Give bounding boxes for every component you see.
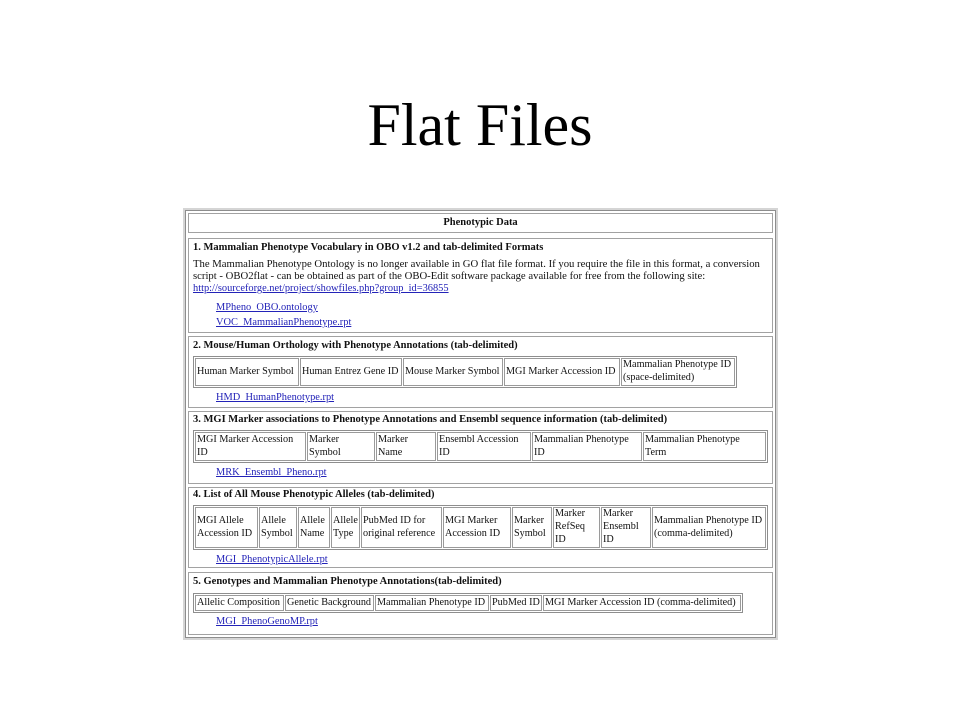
columns-table	[193, 430, 768, 463]
column-header-mgi-marker-accession-id	[443, 507, 511, 548]
column-header-text: Ensembl Accession	[439, 433, 519, 445]
section-vocabulary	[188, 238, 773, 333]
column-header-text: MGI Allele	[197, 514, 244, 526]
column-header-text: (space-delimited)	[623, 372, 695, 383]
section-orthology	[188, 336, 773, 408]
column-header-text: Accession ID	[445, 527, 501, 539]
column-header-marker-symbol	[307, 432, 375, 461]
column-header-genetic-background	[285, 595, 374, 611]
column-header-pubmed-id	[361, 507, 442, 548]
columns-table	[193, 505, 768, 550]
column-header-text: ID	[534, 446, 545, 458]
column-header-mammalian-phenotype-id	[375, 595, 489, 611]
column-header-text: Mammalian Phenotype	[645, 433, 740, 445]
column-header-mgi-marker-accession-id	[543, 595, 741, 611]
column-header-human-entrez-gene-id	[300, 358, 402, 386]
columns-table	[193, 593, 743, 613]
description-line: script - OBO2flat - can be obtained as part of the OBO-Edit software package available for free from the following site:	[193, 270, 706, 282]
column-header-allele-type	[331, 507, 360, 548]
column-header-text: Ensembl	[603, 521, 639, 533]
column-header-text: original reference	[363, 527, 436, 539]
column-header-mgi-allele-accession-id	[195, 507, 258, 548]
column-header-text: Allelic Composition	[197, 596, 280, 608]
column-header-text: MGI Marker Accession	[197, 433, 294, 445]
column-header-marker-ensembl-id	[601, 507, 651, 548]
section-heading: 1. Mammalian Phenotype Vocabulary in OBO v1.2 and tab-delimited Formats	[193, 242, 544, 253]
column-header-allele-name	[298, 507, 330, 548]
column-header-text: Symbol	[514, 527, 546, 539]
column-header-text: Accession ID	[197, 527, 253, 539]
column-header-text: MGI Marker Accession ID (comma-delimited)	[545, 596, 736, 608]
section-phenotypic-alleles	[188, 487, 773, 568]
description-line: The Mammalian Phenotype Ontology is no longer available in GO flat file format. If you require the file in this format, a conversion	[193, 258, 760, 270]
column-header-text: Allele	[333, 514, 358, 526]
column-header-text: Name	[378, 446, 403, 458]
column-header-text: Name	[300, 527, 325, 539]
table-header-row	[188, 213, 773, 233]
column-header-text: Human Entrez Gene ID	[302, 365, 399, 377]
column-header-allele-symbol	[259, 507, 297, 548]
slide-title: Flat Files	[367, 92, 593, 158]
column-header-text: Mouse Marker Symbol	[405, 365, 500, 377]
columns-table	[193, 356, 737, 388]
column-header-text: Mammalian Phenotype ID	[623, 359, 732, 371]
column-header-text: (comma-delimited)	[654, 527, 733, 539]
section-heading: 2. Mouse/Human Orthology with Phenotype Annotations (tab-delimited)	[193, 340, 518, 351]
column-header-text: ID	[603, 533, 614, 545]
table-header-title: Phenotypic Data	[443, 217, 518, 228]
column-header-text: Marker	[603, 508, 633, 520]
column-header-mammalian-phenotype-id	[652, 507, 766, 548]
column-header-text: ID	[439, 446, 450, 458]
column-header-text: Genetic Background	[287, 596, 372, 608]
column-header-text: RefSeq	[555, 521, 585, 533]
section-heading: 5. Genotypes and Mammalian Phenotype Annotations(tab-delimited)	[193, 576, 502, 587]
section-heading: 4. List of All Mouse Phenotypic Alleles (tab-delimited)	[193, 489, 435, 500]
column-header-text: MGI Marker Accession ID	[506, 365, 616, 377]
column-header-allelic-composition	[195, 595, 284, 611]
column-header-text: Type	[333, 527, 354, 539]
column-header-pubmed-id	[490, 595, 542, 611]
column-header-mgi-marker-accession-id	[504, 358, 620, 386]
column-header-text: PubMed ID	[492, 596, 540, 608]
column-header-ensembl-accession-id	[437, 432, 531, 461]
column-header-mouse-marker-symbol	[403, 358, 503, 386]
column-header-text: Marker	[309, 433, 339, 445]
column-header-marker-symbol	[512, 507, 552, 548]
column-header-marker-refseq-id	[553, 507, 600, 548]
column-header-mammalian-phenotype-term	[643, 432, 766, 461]
phenotypic-data-table	[183, 208, 778, 640]
file-link-mrk-ensembl-pheno[interactable]: MRK_Ensembl_Pheno.rpt	[216, 467, 327, 478]
file-link-mgi-pheno-geno-mp[interactable]: MGI_PhenoGenoMP.rpt	[216, 616, 318, 627]
column-header-mammalian-phenotype-id	[621, 358, 735, 386]
column-header-text: ID	[197, 446, 208, 458]
column-header-text: Mammalian Phenotype ID	[377, 596, 486, 608]
section-heading: 3. MGI Marker associations to Phenotype Annotations and Ensembl sequence information (tab-delimited)	[193, 414, 668, 425]
column-header-text: Marker	[378, 433, 408, 445]
column-header-text: Mammalian Phenotype ID	[654, 514, 763, 526]
section-marker-associations	[188, 411, 773, 484]
column-header-marker-name	[376, 432, 436, 461]
column-header-text: Allele	[300, 514, 325, 526]
file-link-mpheno-obo[interactable]: MPheno_OBO.ontology	[216, 302, 318, 313]
column-header-text: Symbol	[309, 446, 341, 458]
column-header-text: Term	[645, 446, 667, 458]
column-header-human-marker-symbol	[195, 358, 299, 386]
column-header-text: Mammalian Phenotype	[534, 433, 629, 445]
column-header-mgi-marker-accession-id	[195, 432, 306, 461]
column-header-text: MGI Marker	[445, 514, 498, 526]
file-link-mgi-phenotypic-allele[interactable]: MGI_PhenotypicAllele.rpt	[216, 554, 328, 565]
section-genotypes	[188, 572, 773, 635]
file-link-hmd-human-phenotype[interactable]: HMD_HumanPhenotype.rpt	[216, 392, 335, 403]
column-header-text: Marker	[555, 508, 585, 520]
column-header-text: ID	[555, 533, 566, 545]
column-header-text: Marker	[514, 514, 544, 526]
column-header-mammalian-phenotype-id	[532, 432, 642, 461]
column-header-text: Allele	[261, 514, 286, 526]
file-link-voc-mammalian-phenotype[interactable]: VOC_MammalianPhenotype.rpt	[216, 317, 352, 328]
column-header-text: PubMed ID for	[363, 514, 426, 526]
column-header-text: Human Marker Symbol	[197, 365, 294, 377]
sourceforge-link[interactable]: http://sourceforge.net/project/showfiles.php?group_id=36855	[193, 283, 449, 294]
column-header-text: Symbol	[261, 527, 293, 539]
